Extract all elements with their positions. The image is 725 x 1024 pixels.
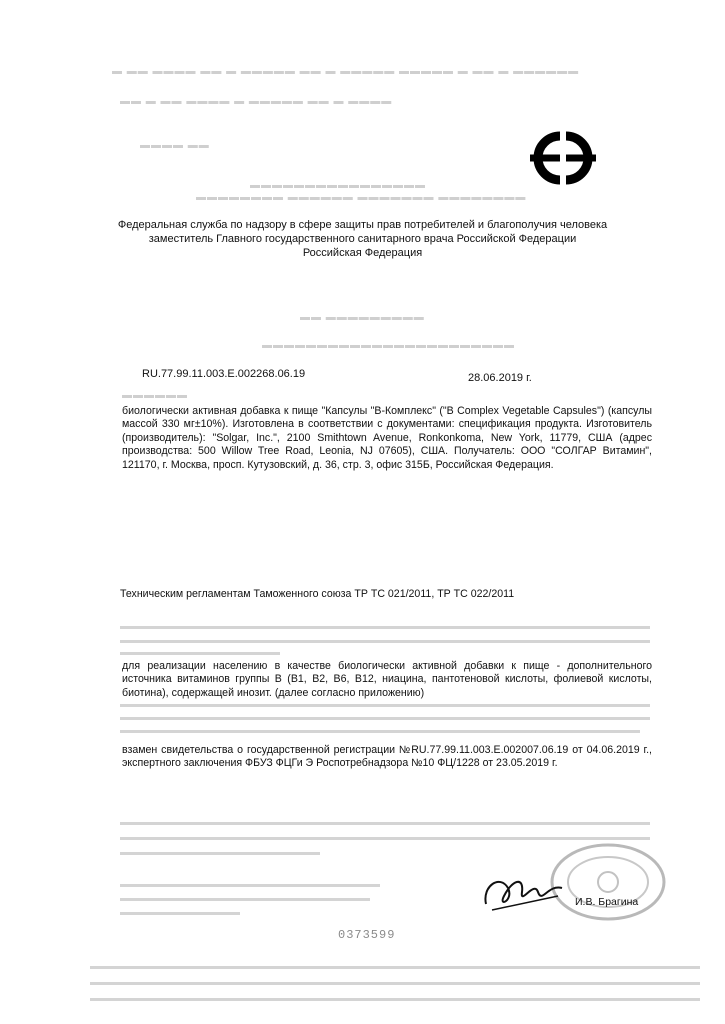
faded-header-text: ▬▬▬▬▬▬▬▬ ▬▬▬▬▬▬ ▬▬▬▬▬▬▬ ▬▬▬▬▬▬▬▬ <box>196 192 527 203</box>
faded-header-text: ▬▬ ▬ ▬▬ ▬▬▬▬ ▬ ▬▬▬▬▬ ▬▬ ▬ ▬▬▬▬ <box>120 96 393 107</box>
faded-line <box>120 852 320 855</box>
signature-icon <box>478 866 568 916</box>
faded-line <box>120 626 650 629</box>
faded-line <box>90 998 700 1001</box>
form-number: 0373599 <box>338 928 396 942</box>
faded-line <box>120 717 650 720</box>
faded-line <box>90 982 700 985</box>
faded-label: ▬▬▬▬▬▬ <box>122 390 188 401</box>
registration-number: RU.77.99.11.003.Е.002268.06.19 <box>142 368 306 380</box>
authority-line-2: заместитель Главного государственного санитарного врача Российской Федерации <box>148 233 577 245</box>
faded-header-text: ▬ ▬▬ ▬▬▬▬ ▬▬ ▬ ▬▬▬▬▬ ▬▬ ▬ ▬▬▬▬▬ ▬▬▬▬▬ ▬ ▬▬ ▬ ▬▬▬▬▬▬ <box>112 66 580 77</box>
faded-line <box>120 884 380 887</box>
basis-text: взамен свидетельства о государственной регистрации №RU.77.99.11.003.Е.002007.06.19 от 04.06.2019 г., экспертного заключения ФБУЗ ФЦГи Э Роспотребнадзора №10 ФЦ/1228 от 23.05.2019 г. <box>122 744 652 770</box>
registration-date: 28.06.2019 г. <box>468 372 532 384</box>
faded-line <box>120 837 650 840</box>
faded-line <box>120 898 370 901</box>
faded-line <box>90 966 700 969</box>
faded-title: ▬▬▬▬▬▬▬▬▬▬▬▬▬▬▬▬▬▬▬▬▬▬▬ <box>262 340 515 351</box>
faded-header-text: ▬▬▬▬▬▬▬▬▬▬▬▬▬▬▬▬ <box>250 180 426 191</box>
faded-line <box>120 704 650 707</box>
authority-line-1: Федеральная служба по надзору в сфере защиты прав потребителей и благополучия человека <box>117 219 608 231</box>
product-description: биологически активная добавка к пище "Капсулы "В-Комплекс" ("B Complex Vegetable Capsules") (капсулы массой 330 мг±10%). Изготовлена в соответствии с документами: спецификация продукта. Изготовитель (производитель): "Solgar, Inc.", 2100 Smithtown Avenue, Ronkonkoma, New York, 11779, США (адрес производства: 500 Willow Tree Road, Leonia, NJ 07605), США. Получатель: ООО "СОЛГАР Витамин", 121170, г. Москва, просп. Кутузовский, д. 36, стр. 3, офис 315Б, Российская Федерация. <box>122 405 652 471</box>
authority-line-3: Российская Федерация <box>302 247 423 259</box>
conformity-logo-icon <box>520 128 606 188</box>
faded-line <box>120 912 240 915</box>
faded-header-text: ▬▬▬▬ ▬▬ <box>140 140 210 151</box>
faded-line <box>120 652 280 655</box>
tech-regulation: Техническим регламентам Таможенного союза ТР ТС 021/2011, ТР ТС 022/2011 <box>120 588 515 600</box>
usage-text: для реализации населению в качестве биологически активной добавки к пище - дополнительного источника витаминов группы В (В1, В2, В6, В12, ниацина, пантотеновой кислоты, фолиевой кислоты, биотина), содержащей инозит. (далее согласно приложению) <box>122 660 652 699</box>
signer-name: И.В. Брагина <box>575 896 639 908</box>
faded-line <box>120 730 640 733</box>
faded-line <box>120 640 650 643</box>
faded-title: ▬▬ ▬▬▬▬▬▬▬▬▬ <box>300 312 425 323</box>
faded-line <box>120 822 650 825</box>
